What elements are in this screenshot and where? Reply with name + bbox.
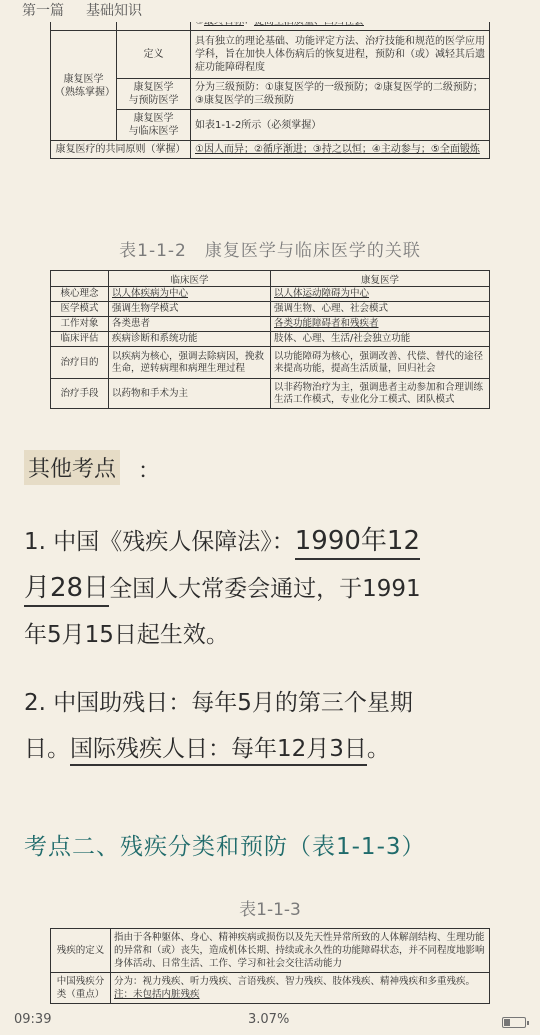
point-1-rest-1: 全国人大常委会通过，于1991 (109, 576, 421, 602)
header-cell (51, 271, 109, 287)
row-label: 工作对象 (51, 317, 109, 332)
definition-text: 指由于各种躯体、身心、精神疾病或损伤以及先天性异常所致的人体解剖结构、生理功能的异常和（或）丧失，造成机体长期、持续或永久性的功能障碍状态，并不同程度地影响身体活动、日常生活、工作、学习和社会交往活动能力 (111, 929, 490, 973)
rehab-cell: 肢体、心理、生活/社会独立功能 (271, 332, 490, 347)
prevention-label: 康复医学 与预防医学 (117, 79, 191, 110)
table-row (51, 347, 490, 379)
definition-label: 定义 (117, 31, 191, 79)
table-row (51, 302, 490, 317)
other-points-highlight: 其他考点 (24, 450, 120, 485)
table-row (51, 332, 490, 347)
clinical-cell: 以药物和手术为主 (109, 379, 271, 409)
clinical-cell: 以人体疾病为中心 (109, 287, 271, 302)
principle-text: ①因人而异；②循序渐进；③持之以恒；④主动参与；⑤全面锻炼 (191, 141, 490, 159)
clinical-cell: 各类患者 (109, 317, 271, 332)
clinical-label: 康复医学 与临床医学 (117, 110, 191, 141)
row-label: 残疾的定义 (51, 929, 111, 973)
principle-label: 康复医疗的共同原则（掌握） (51, 141, 191, 159)
row-label: 医学模式 (51, 302, 109, 317)
table-caption-1-1-2: 表1-1-2 康复医学与临床医学的关联 (119, 241, 421, 261)
rehab-cell: 各类功能障碍者和残疾者 (271, 317, 490, 332)
classification-cell (111, 973, 490, 1004)
battery-level (504, 1019, 510, 1026)
definition-text: 具有独立的理论基础、功能评定方法、治疗技能和规范的医学应用学科，旨在加快人体伤病后的恢复进程，预防和（或）减轻其后遗症功能障碍程度 (191, 31, 490, 79)
point-1-rest-2: 年5月15日起生效。 (24, 622, 229, 648)
category-cell: 康复医学 （熟练掌握） (51, 31, 117, 141)
row-label: 中国残疾分类（重点） (51, 973, 111, 1004)
classification-note: 注：未包括内脏残疾 (114, 989, 200, 1000)
rehab-cell: 以人体运动障碍为中心 (271, 287, 490, 302)
point-1-date-a: 1990年12 (295, 526, 420, 560)
row-label: 临床评估 (51, 332, 109, 347)
clinical-cell: 强调生物学模式 (109, 302, 271, 317)
row-label: 治疗目的 (51, 347, 109, 379)
header-cell: 临床医学 (109, 271, 271, 287)
table-row (51, 317, 490, 332)
table-row (51, 379, 490, 409)
table-caption-1-1-3: 表1-1-3 (239, 900, 301, 920)
row-label: 核心理念 (51, 287, 109, 302)
table-row (51, 973, 490, 1004)
point-2-line-2b: 国际残疾人日：每年12月3日 (70, 736, 367, 766)
point-2-paragraph (24, 680, 514, 772)
reader-footer (0, 1008, 540, 1035)
chapter-title: 基础知识 (86, 3, 142, 19)
prevention-text: 分为三级预防：①康复医学的一级预防；②康复医学的二级预防；③康复医学的三级预防 (191, 79, 490, 110)
row-label: 治疗手段 (51, 379, 109, 409)
clinical-cell: 疾病诊断和系统功能 (109, 332, 271, 347)
rehab-cell: 以非药物治疗为主，强调患者主动参加和合理训练生活工作模式，专业化分工模式、团队模式 (271, 379, 490, 409)
classification-text: 分为：视力残疾、听力残疾、言语残疾、智力残疾、肢体残疾、精神残疾和多重残疾。 (114, 976, 476, 987)
table-row (51, 929, 490, 973)
point-2-line-2c: 。 (366, 736, 390, 762)
point-1-paragraph (24, 518, 514, 658)
part-label: 第一篇 (22, 3, 64, 19)
reader-header (0, 0, 540, 22)
rehab-cell: 强调生物、心理、社会模式 (271, 302, 490, 317)
comparison-table (50, 270, 490, 409)
clock: 09:39 (14, 1012, 52, 1027)
rehab-medicine-table (50, 0, 490, 159)
point-2-line-2a: 日。 (24, 736, 70, 762)
header-cell: 康复医学 (271, 271, 490, 287)
point-1-lead: 1. 中国《残疾人保障法》： (24, 529, 295, 555)
point-2-line-1: 2. 中国助残日：每年5月的第三个星期 (24, 690, 413, 716)
section-title: 考点二、残疾分类和预防（表1-1-3） (24, 834, 426, 860)
table-row (51, 287, 490, 302)
table-header-row (51, 271, 490, 287)
clinical-cell: 以疾病为核心，强调去除病因，挽救生命，逆转病理和病理生理过程 (109, 347, 271, 379)
other-points-colon: ： (138, 459, 161, 484)
clinical-text: 如表1-1-2所示（必须掌握） (191, 110, 490, 141)
battery-icon (502, 1017, 526, 1028)
rehab-cell: 以功能障碍为核心，强调改善、代偿、替代的途径来提高功能，提高生活质量，回归社会 (271, 347, 490, 379)
point-1-date-b: 月28日 (24, 573, 109, 607)
disability-table (50, 928, 490, 1004)
reading-progress: 3.07% (248, 1012, 290, 1027)
